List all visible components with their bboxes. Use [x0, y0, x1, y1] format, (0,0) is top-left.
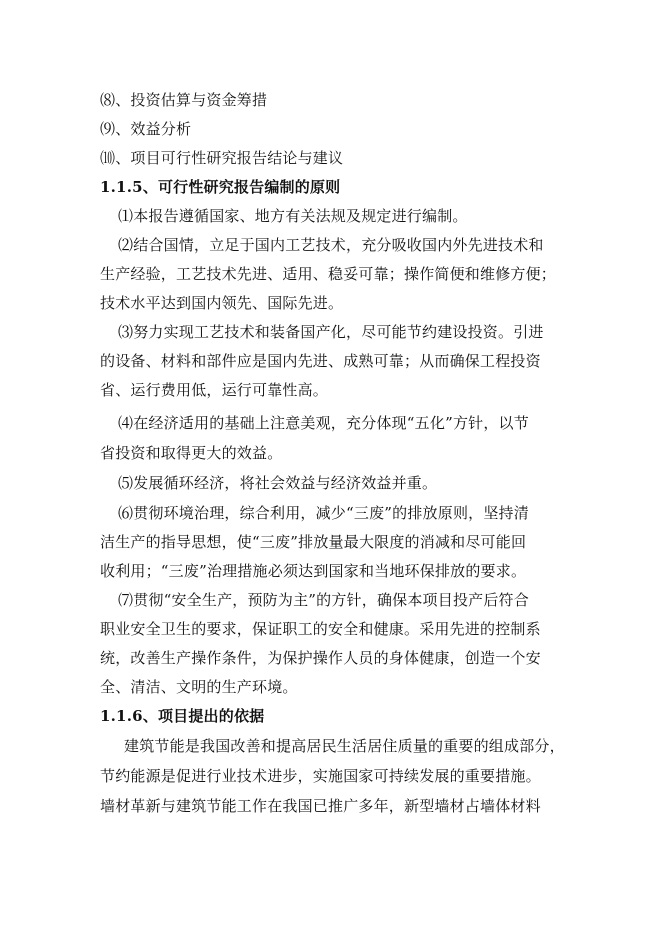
paragraph-line: ⑸发展循环经济，将社会效益与经济效益并重。	[118, 474, 438, 492]
paragraph-line: 技术水平达到国内领先、国际先进。	[100, 294, 344, 312]
paragraph-line: ⑴本报告遵循国家、地方有关法规及规定进行编制。	[118, 207, 468, 225]
paragraph-line: 全、清洁、文明的生产环境。	[100, 678, 298, 696]
paragraph-line: 省投资和取得更大的效益。	[100, 444, 283, 462]
paragraph-line: ⑹贯彻环境治理，综合利用，减少“三废”的排放原则，坚持清	[118, 504, 529, 522]
paragraph-line: ⑵结合国情，立足于国内工艺技术，充分吸收国内外先进技术和	[118, 236, 544, 254]
paragraph-line: 洁生产的指导思想，使“三废”排放量最大限度的消减和尽可能回	[100, 533, 527, 551]
paragraph-line: 建筑节能是我国改善和提高居民生活居住质量的重要的组成部分，	[124, 737, 565, 755]
paragraph-line: ⑺贯彻“安全生产，预防为主”的方针，确保本项目投产后符合	[118, 591, 529, 609]
paragraph-line: ⑷在经济适用的基础上注意美观，充分体现“五化”方针，以节	[118, 414, 529, 432]
section-heading: 1.1.5、可行性研究报告编制的原则	[100, 178, 341, 196]
paragraph-line: ⑶努力实现工艺技术和装备国产化，尽可能节约建设投资。引进	[118, 323, 544, 341]
list-item: ⑻、投资估算与资金筹措	[100, 91, 268, 109]
paragraph-line: 省、运行费用低，运行可靠性高。	[100, 381, 329, 399]
paragraph-line: 统，改善生产操作条件，为保护操作人员的身体健康，创造一个安	[100, 649, 541, 667]
paragraph-line: 墙材革新与建筑节能工作在我国已推广多年，新型墙材占墙体材料	[100, 797, 541, 815]
paragraph-line: 职业安全卫生的要求，保证职工的安全和健康。采用先进的控制系	[100, 620, 541, 638]
paragraph-line: 收利用；“三废”治理措施必须达到国家和当地环保排放的要求。	[100, 562, 527, 580]
paragraph-line: 的设备、材料和部件应是国内先进、成熟可靠；从而确保工程投资	[100, 352, 541, 370]
paragraph-line: 节约能源是促进行业技术进步，实施国家可持续发展的重要措施。	[100, 767, 541, 785]
list-item: ⑽、项目可行性研究报告结论与建议	[100, 149, 344, 167]
paragraph-line: 生产经验，工艺技术先进、适用、稳妥可靠；操作简便和维修方便；	[100, 265, 557, 283]
list-item: ⑼、效益分析	[100, 120, 192, 138]
section-heading: 1.1.6、项目提出的依据	[100, 707, 265, 725]
